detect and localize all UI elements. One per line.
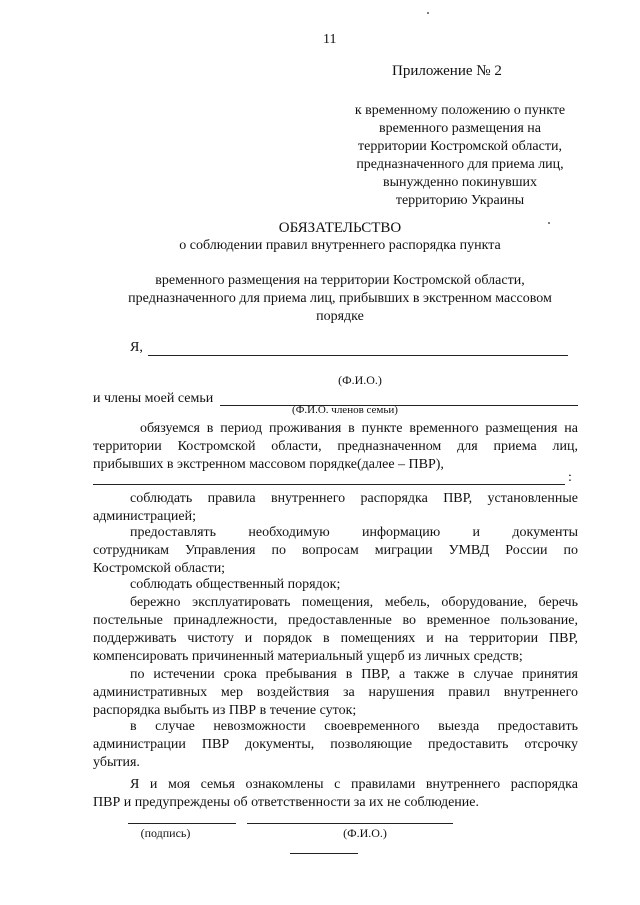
intro-line-1: обязуемся в период проживания в пункте временного размещения на	[140, 421, 578, 436]
appendix-title: Приложение № 2	[392, 63, 502, 79]
colon: :	[568, 470, 572, 485]
closing-line-1: Я и моя семья ознакомлены с правилами внутреннего распорядка	[130, 777, 578, 792]
item-2-line: Костромской области;	[93, 561, 226, 576]
item-3-line: соблюдать общественный порядок;	[130, 577, 341, 592]
subtitle-line: предназначенного для приема лиц, прибывших в экстренном массовом	[128, 291, 552, 306]
intro-line-3: прибывших в экстренном массовом порядке(далее – ПВР),	[93, 457, 444, 472]
item-1-line: администрацией;	[93, 509, 196, 524]
appendix-line: вынужденно покинувших	[383, 175, 537, 190]
signature-fio-caption: (Ф.И.О.)	[343, 826, 387, 840]
intro-blank-line	[93, 484, 565, 485]
item-4-line: поддерживать чистоту и порядок в помещениях и на территории ПВР,	[93, 631, 578, 646]
signature-fio-line	[247, 823, 453, 824]
item-2-line: предоставлять необходимую информацию и документы	[130, 525, 578, 540]
page-number: 11	[323, 32, 337, 47]
item-1-line: соблюдать правила внутреннего распорядка ПВР, установленные	[130, 491, 578, 506]
appendix-line: территории Костромской области,	[358, 139, 562, 154]
ya-label: Я,	[130, 340, 143, 355]
item-4-line: постельные принадлежности, предоставленные во временное пользование,	[93, 613, 578, 628]
end-line	[290, 853, 358, 854]
family-label: и члены моей семьи	[93, 391, 214, 406]
document-title: ОБЯЗАТЕЛЬСТВО	[278, 220, 402, 236]
item-4-line: бережно эксплуатировать помещения, мебель, оборудование, беречь	[130, 595, 578, 610]
item-6-line: администрации ПВР документы, позволяющие предоставить отсрочку	[93, 737, 578, 752]
closing-line-2: ПВР и предупреждены об ответственности за их не соблюдение.	[93, 795, 480, 810]
document-subtitle: о соблюдении правил внутреннего распорядка пункта	[179, 238, 501, 253]
item-5-line: по истечении срока пребывания в ПВР, а также в случае принятия	[130, 667, 578, 682]
item-4-line: компенсировать причиненный материальный ущерб из личных средств;	[93, 649, 523, 664]
family-caption: (Ф.И.О. членов семьи)	[292, 404, 398, 416]
appendix-line: предназначенного для приема лиц,	[356, 157, 564, 172]
item-5-line: распорядка выбыть из ПВР в течение суток;	[93, 703, 357, 718]
appendix-line: к временному положению о пункте	[354, 103, 566, 118]
subtitle-line: порядке	[316, 309, 364, 324]
appendix-line: временного размещения на	[378, 121, 542, 136]
fio-caption: (Ф.И.О.)	[338, 373, 382, 387]
item-5-line: административных мер воздействия за нарушения правил внутреннего	[93, 685, 578, 700]
fio-line	[148, 355, 568, 356]
scan-speck	[427, 12, 429, 14]
signature-caption: (подпись)	[140, 826, 191, 840]
appendix-line: территорию Украины	[395, 193, 525, 208]
signature-line	[128, 823, 236, 824]
subtitle-line: временного размещения на территории Костромской области,	[155, 273, 525, 288]
appendix-description	[325, 102, 595, 210]
item-6-line: убытия.	[93, 755, 140, 770]
item-6-line: в случае невозможности своевременного выезда предоставить	[130, 719, 578, 734]
item-2-line: сотрудникам Управления по вопросам миграции УМВД России по	[93, 543, 578, 558]
intro-line-2: территории Костромской области, предназначенном для приема лиц,	[93, 439, 578, 454]
document-subtitle-cont	[60, 272, 620, 326]
